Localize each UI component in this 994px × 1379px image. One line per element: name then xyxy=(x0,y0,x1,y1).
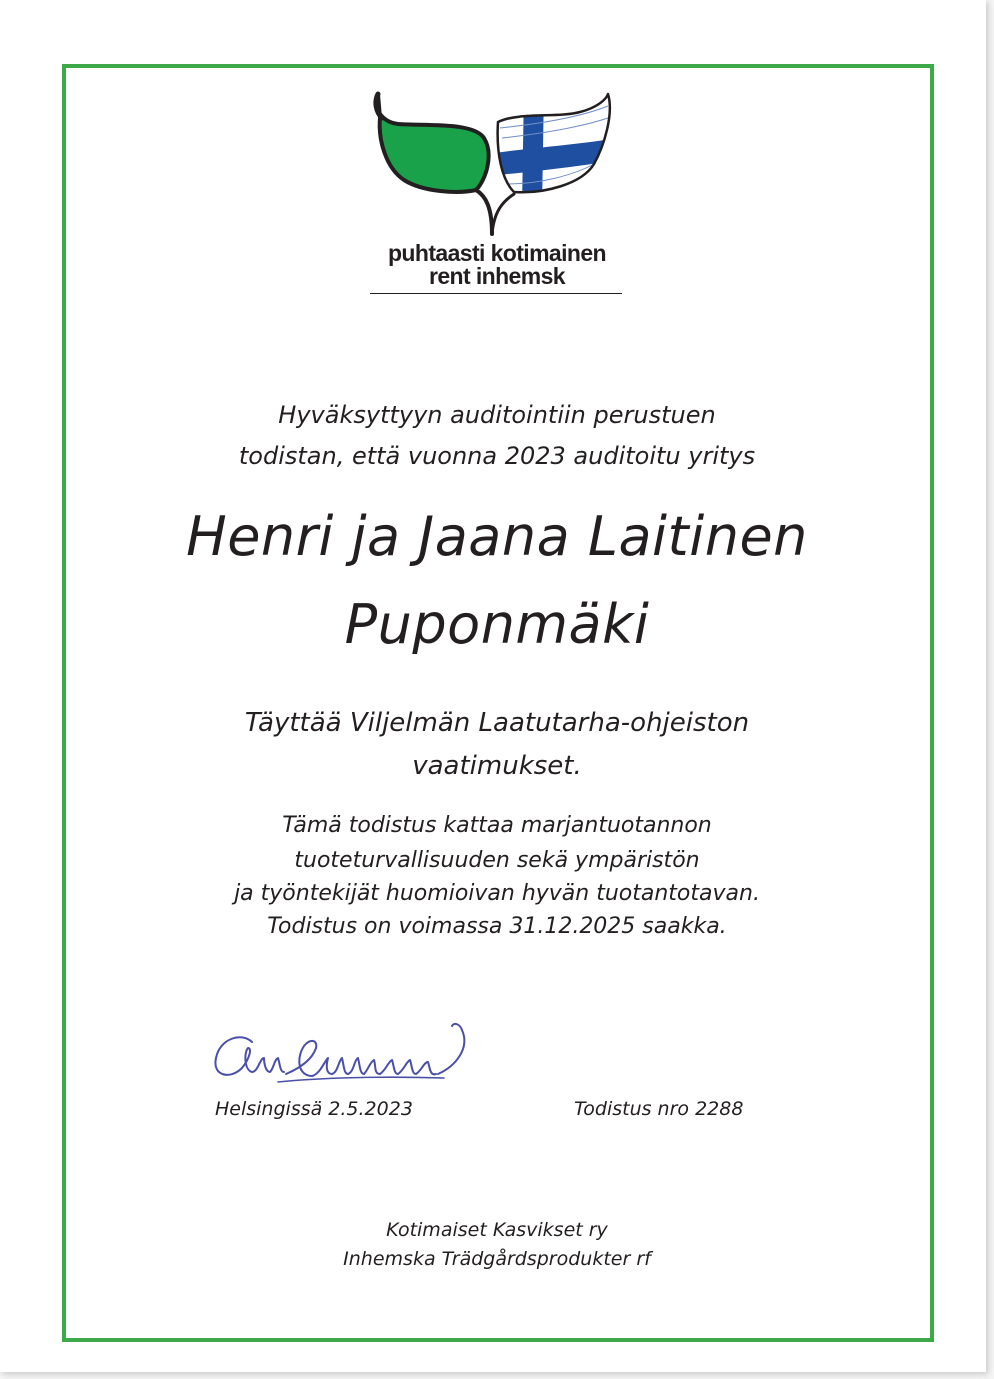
body-line-3: ja työntekijät huomioivan hyvän tuotantotavan. xyxy=(234,881,760,906)
company-name-line-1: Henri ja Jaana Laitinen xyxy=(186,505,808,568)
certificate-number: Todistus nro 2288 xyxy=(574,1098,744,1120)
intro-line-2: todistan, että vuonna 2023 auditoitu yritys xyxy=(238,442,756,470)
leaf-flag-icon xyxy=(368,88,626,238)
place-and-date: Helsingissä 2.5.2023 xyxy=(215,1098,413,1120)
requirement-line-2: vaatimukset. xyxy=(412,751,582,781)
puhtaasti-kotimainen-logo xyxy=(368,88,626,300)
logo-text-swedish: rent inhemsk xyxy=(429,263,565,289)
signature-image xyxy=(208,1018,470,1090)
intro-line-1: Hyväksyttyyn auditointiin perustuen xyxy=(278,401,716,429)
logo-text-finnish: puhtaasti kotimainen xyxy=(387,240,607,266)
issuer-name-finnish: Kotimaiset Kasvikset ry xyxy=(386,1219,608,1241)
issuer-name-swedish: Inhemska Trädgårdsprodukter rf xyxy=(343,1248,651,1270)
logo-underline xyxy=(370,293,622,294)
company-name-line-2: Puponmäki xyxy=(344,593,650,656)
body-line-4: Todistus on voimassa 31.12.2025 saakka. xyxy=(267,914,727,939)
requirement-line-1: Täyttää Viljelmän Laatutarha-ohjeiston xyxy=(244,708,750,738)
body-line-2: tuoteturvallisuuden sekä ympäristön xyxy=(294,848,700,873)
body-line-1: Tämä todistus kattaa marjantuotannon xyxy=(282,813,712,838)
